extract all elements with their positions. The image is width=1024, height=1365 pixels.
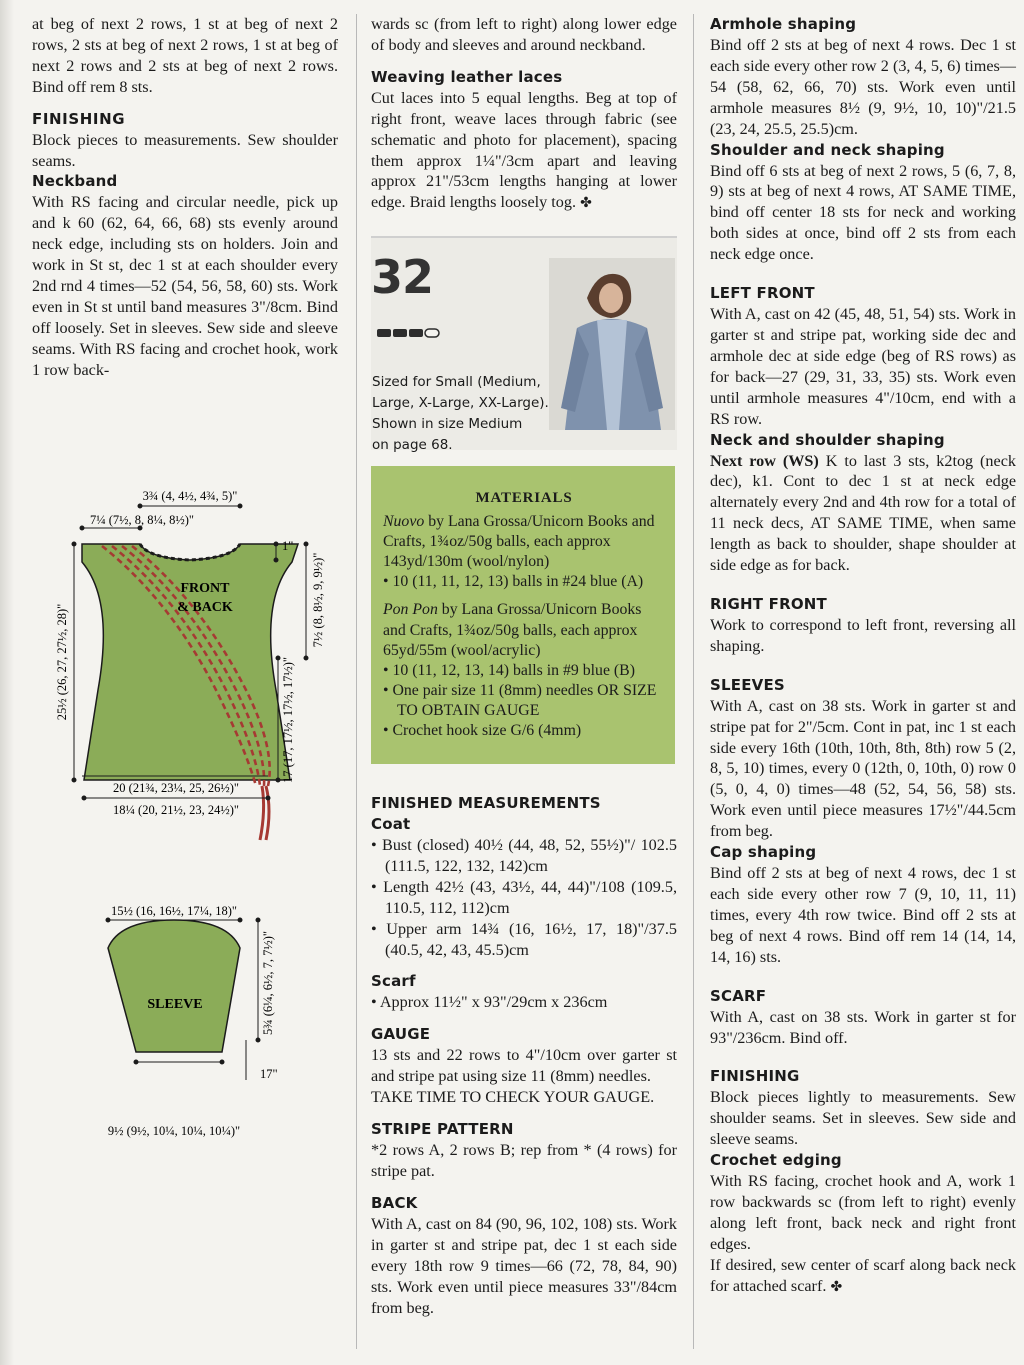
- finishing-2-heading: FINISHING: [710, 1067, 800, 1086]
- crochet-edging-text: With RS facing, crochet hook and A, work 1 row backwards sc (from left to right) evenly along left front, back neck and right front edges.: [710, 1172, 1016, 1253]
- right-front-text: Work to correspond to left front, reversing all shaping.: [710, 615, 1016, 655]
- column-1: [32, 14, 338, 381]
- finished-measurements-heading: FINISHED MEASUREMENTS: [371, 794, 601, 812]
- scarf-subheading: Scarf: [371, 972, 416, 991]
- body-length-label: 25½ (26, 27, 27½, 28)": [55, 603, 69, 721]
- back-heading: BACK: [371, 1193, 418, 1212]
- front-back-label-1: FRONT: [180, 581, 230, 596]
- sleeve-top-width-label: 15½ (16, 16½, 17¼, 18)": [111, 904, 237, 918]
- back-text: With A, cast on 84 (90, 96, 102, 108) sts. Work in garter st and stripe pat, dec 1 st each side every 18th row 9 times—66 (72, 78, 84, 90) sts. Work even until piece measures 33"/84cm from beg.: [371, 1214, 677, 1317]
- sizing-line-1: Sized for Small (Medium,: [372, 374, 541, 390]
- sizing-info: [372, 372, 552, 456]
- yarn-1-name: Nuovo: [383, 513, 425, 531]
- sleeves-heading: SLEEVES: [710, 675, 785, 694]
- gauge-text: 13 sts and 22 rows to 4"/10cm over garter st and stripe pat using size 11 (8mm) needles.: [371, 1046, 677, 1086]
- finishing-text: Block pieces to measurements. Sew shoulder seams.: [32, 130, 338, 170]
- scarf-heading: SCARF: [710, 986, 767, 1005]
- stripe-pattern-text: *2 rows A, 2 rows B; rep from * (4 rows) for stripe pat.: [371, 1141, 677, 1180]
- weaving-laces-heading: Weaving leather laces: [371, 67, 563, 86]
- crochet-edging-heading: Crochet edging: [710, 1151, 842, 1170]
- schematic-diagram: [20, 480, 345, 1180]
- left-front-text: With A, cast on 42 (45, 48, 51, 54) sts. Work in garter st and stripe pat, working side dec and armhole dec at side edge (beg of RS rows) as for back—27 (29, 31, 33, 35) sts. Work even until armhole measures 4"/10cm, end with a RS row.: [710, 305, 1016, 428]
- cap-shaping-text: Bind off 2 sts at beg of next 4 rows, dec 1 st each side every other row 7 (9, 10, 11, 11) times, every 4th row twice. Bind off 2 sts at beg of next 4 rows. Bind off rem 14 (14, 14, 14, 16) sts.: [710, 864, 1016, 966]
- gauge-heading: GAUGE: [371, 1025, 431, 1044]
- end-clover-icon: ✤: [580, 195, 592, 212]
- finishing-heading: FINISHING: [32, 109, 126, 128]
- neckband-heading: Neckband: [32, 172, 118, 191]
- yarn-2-details: by Lana Grossa/Unicorn Books and Crafts, 1¾oz/50g balls, each approx 65yd/55m (wool/acrylic): [383, 601, 642, 659]
- yarn-2-description: [383, 600, 665, 660]
- scarf-text: With A, cast on 38 sts. Work in garter st for 93"/236cm. Bind off.: [710, 1007, 1016, 1047]
- weaving-laces-text: [371, 88, 677, 214]
- page-binding-edge: [0, 0, 14, 1365]
- needles-item: • One pair size 11 (8mm) needles OR SIZE TO OBTAIN GAUGE: [383, 681, 657, 719]
- hook-item: • Crochet hook size G/6 (4mm): [383, 722, 582, 740]
- next-row-lead: Next row (WS): [710, 451, 819, 470]
- gauge-check: TAKE TIME TO CHECK YOUR GAUGE.: [371, 1088, 655, 1107]
- body-top-width-label: 3¾ (4, 4½, 4¾, 5)": [142, 489, 238, 503]
- materials-heading: MATERIALS: [475, 490, 573, 506]
- column-rule-2: [693, 14, 694, 1349]
- sleeve-cuff-width-label: 9½ (9½, 10¼, 10¼, 10¼)": [107, 1124, 241, 1138]
- sleeves-text: With A, cast on 38 sts. Work in garter st and stripe pat for 2"/5cm. Cont in pat, inc 1 st each side every 16th (10th, 10th, 8th, 8th) row 5 (2, 8, 5, 10) times, every 0 (12th, 0, 10th, 0) row 0 (5, 0, 4, 0) times—48 (52, 54, 56, 58) sts. Work even until piece measures 17½"/44.5cm from beg.: [710, 696, 1016, 841]
- yarn-2-quantity: • 10 (11, 12, 13, 14) balls in #9 blue (B): [383, 661, 635, 679]
- pattern-number: 32: [371, 250, 434, 304]
- yarn-2-name: Pon Pon: [383, 601, 438, 619]
- yarn-1-quantity: • 10 (11, 11, 12, 13) balls in #24 blue (A): [383, 573, 644, 591]
- body-lower-width-label: 18¼ (20, 21½, 23, 24½)": [113, 803, 239, 817]
- sleeve-piece: [108, 920, 240, 1052]
- sleeve-length-label: 17": [260, 1067, 278, 1081]
- front-back-label-2: & BACK: [177, 600, 233, 615]
- body-shoulder-label: 7¼ (7½, 8, 8¼, 8½)": [89, 513, 195, 527]
- column-3: [710, 14, 1016, 1298]
- armhole-shaping-text: Bind off 2 sts at beg of next 4 rows. Dec 1 st each side every other row 2 (3, 4, 5, 6) times—54 (58, 62, 66, 70) sts. Work even until armhole measures 8½ (9, 9½, 10, 10)"/21.5 (23, 24, 25.5, 25.5)cm.: [710, 36, 1016, 138]
- body-side-label: 17 (17, 17½, 17½, 17½)": [281, 657, 295, 783]
- neck-shoulder-text: [710, 451, 1016, 576]
- column-rule-1: [356, 14, 357, 1349]
- body-neck-depth-label: 1": [282, 539, 294, 553]
- body-upper-width-label: 20 (21¾, 23¼, 25, 26½)": [113, 781, 239, 795]
- coat-subheading: Coat: [371, 815, 411, 833]
- sizing-line-2: Large, X-Large, XX-Large).: [372, 395, 549, 411]
- yarn-1-description: [383, 512, 665, 572]
- left-front-heading: LEFT FRONT: [710, 284, 815, 303]
- weaving-laces-body: Cut laces into 5 equal lengths. Beg at top of right front, weave laces through fabric (see schematic and photo for placement), spacing them approx 1¼"/3cm apart and leaving approx 21"/53cm lengths hanging at lower edge. Braid lengths loosely tog.: [371, 88, 677, 212]
- braid-tassel: [260, 786, 269, 840]
- materials-box: [371, 466, 675, 764]
- backwards-sc-continuation: wards sc (from left to right) along lower edge of body and sleeves and around neckband.: [371, 15, 677, 54]
- sizing-line-4: on page 68.: [372, 437, 453, 453]
- body-armhole-label: 7½ (8, 8½, 9, 9½)": [311, 552, 325, 648]
- pattern-header: [371, 236, 677, 453]
- length-measurement: • Length 42½ (43, 43½, 44, 44)"/108 (109.5, 110.5, 112, 112)cm: [371, 877, 677, 917]
- bust-measurement: • Bust (closed) 40½ (44, 48, 52, 55½)"/ 102.5 (111.5, 122, 132, 142)cm: [371, 836, 677, 875]
- skill-level-icon: [377, 326, 441, 340]
- yarn-1-details: by Lana Grossa/Unicorn Books and Crafts, 1¾oz/50g balls, each approx 143yd/130m (wool/nylon): [383, 513, 655, 571]
- sleeve-cap-label: 5¾ (6¼, 6½, 7, 7½)": [261, 930, 275, 1036]
- scarf-measurement: • Approx 11½" x 93"/29cm x 236cm: [371, 993, 608, 1012]
- shoulder-neck-heading: Shoulder and neck shaping: [710, 140, 945, 159]
- finishing-2-text: Block pieces lightly to measurements. Sew shoulder seams. Set in sleeves. Sew side and sleeve seams.: [710, 1088, 1016, 1149]
- column-2-bottom: [371, 793, 677, 1318]
- neck-shoulder-body: K to last 3 sts, k2tog (neck dec), k1. Cont to dec 1 st at neck edge alternately every 2nd and 4th row for a total of 11 neck decs, AT SAME TIME, when same length as back to shoulder, shape shoulder at side edge as for back.: [710, 451, 1016, 575]
- neck-shoulder-heading: Neck and shoulder shaping: [710, 430, 945, 449]
- shoulder-neck-text: Bind off 6 sts at beg of next 2 rows, 5 (6, 7, 8, 9) sts at beg of next 4 rows, AT SAME TIME, bind off center 18 sts for neck and working both sides at once, bind off 2 sts from each neck edge once.: [710, 161, 1016, 264]
- attached-scarf-text: [710, 1255, 1016, 1298]
- upper-arm-measurement: • Upper arm 14¾ (16, 16½, 17, 18)"/37.5 (40.5, 42, 43, 45.5)cm: [371, 919, 677, 959]
- back-neck-continuation: at beg of next 2 rows, 1 st at beg of next 2 rows, 2 sts at beg of next 2 rows, 1 st at beg of next 2 rows and 2 sts at beg of next 2 rows. Bind off rem 8 sts.: [32, 15, 338, 96]
- sleeve-label: SLEEVE: [147, 997, 203, 1012]
- right-front-heading: RIGHT FRONT: [710, 594, 827, 613]
- end-clover-icon-2: ✤: [830, 1278, 843, 1295]
- armhole-shaping-heading: Armhole shaping: [710, 15, 857, 33]
- sizing-line-3: Shown in size Medium: [372, 416, 523, 432]
- model-photo: [549, 258, 675, 430]
- attached-scarf-body: If desired, sew center of scarf along back neck for attached scarf.: [710, 1255, 1016, 1295]
- neckband-text: With RS facing and circular needle, pick up and k 60 (62, 64, 66, 68) sts evenly around neck edge, including sts on holders. Join and work in St st, dec 1 st at each shoulder every 2nd rnd 4 times—52 (54, 56, 58, 60) sts. Work even in St st until band measures 3"/8cm. Bind off loosely. Set in sleeves. Sew side and sleeve seams. With RS facing and crochet hook, work 1 row back-: [32, 193, 338, 379]
- column-2-top: [371, 14, 677, 214]
- stripe-pattern-heading: STRIPE PATTERN: [371, 1120, 514, 1139]
- cap-shaping-heading: Cap shaping: [710, 843, 817, 862]
